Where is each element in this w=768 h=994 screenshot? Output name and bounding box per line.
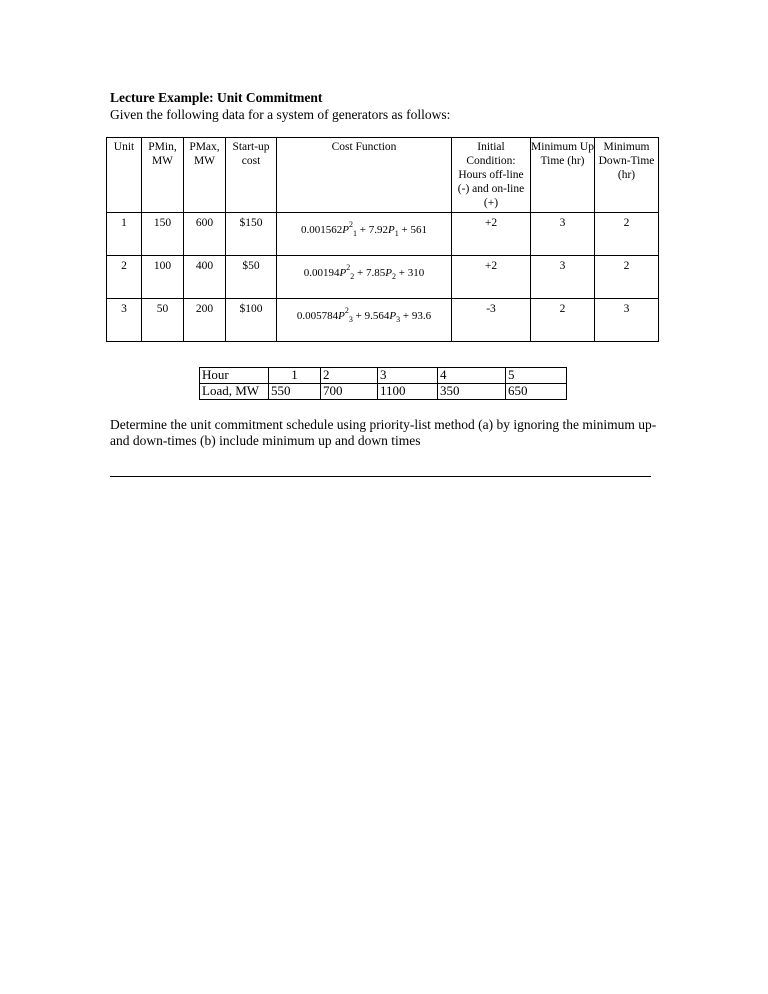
load-row xyxy=(200,384,567,400)
header-min-up-time: Minimum Up Time (hr) xyxy=(531,138,595,213)
table-row xyxy=(107,299,659,342)
cell-unit: 1 xyxy=(107,213,142,256)
cell-startup-cost: $150 xyxy=(226,213,277,256)
header-startup-cost: Start-up cost xyxy=(226,138,277,213)
table-row xyxy=(107,256,659,299)
cell-startup-cost: $50 xyxy=(226,256,277,299)
cell-cost-function xyxy=(277,213,452,256)
cell-startup-cost: $100 xyxy=(226,299,277,342)
cell-min-up-time: 3 xyxy=(531,256,595,299)
header-pmin: PMin, MW xyxy=(142,138,184,213)
cell-initial-condition: -3 xyxy=(452,299,531,342)
divider-line xyxy=(110,476,651,477)
cost-formula: $0.005784P^2_3 + 9.564P_3 + 93.6$ xyxy=(296,306,432,324)
page-title: Lecture Example: Unit Commitment xyxy=(110,90,323,105)
header-unit: Unit xyxy=(107,138,142,213)
hour-cell: 5 xyxy=(506,368,567,384)
cost-formula: $0.00194P^2_2 + 7.85P_2 + 310$ xyxy=(303,263,425,281)
hour-cell: 2 xyxy=(321,368,378,384)
cell-cost-function xyxy=(277,299,452,342)
hour-row xyxy=(200,368,567,384)
cell-pmin: 50 xyxy=(142,299,184,342)
cell-min-up-time: 3 xyxy=(531,213,595,256)
question-text: Determine the unit commitment schedule using priority-list method (a) by ignoring the minimum up- and down-times (b) include minimum up and down times xyxy=(110,417,657,448)
cell-initial-condition: +2 xyxy=(452,213,531,256)
header-pmax: PMax, MW xyxy=(184,138,226,213)
load-cell: 350 xyxy=(438,384,506,400)
hour-cell: 3 xyxy=(378,368,438,384)
load-cell: 550 xyxy=(269,384,321,400)
load-cell: 650 xyxy=(506,384,567,400)
load-label: Load, MW xyxy=(200,384,269,400)
unit-data-table xyxy=(106,137,659,342)
cell-unit: 2 xyxy=(107,256,142,299)
hour-cell: 4 xyxy=(438,368,506,384)
header-min-down-time: Minimum Down-Time (hr) xyxy=(595,138,659,213)
cell-unit: 3 xyxy=(107,299,142,342)
cost-formula: $0.001562P^2_1 + 7.92P_1 + 561$ xyxy=(301,220,427,238)
table-row xyxy=(107,213,659,256)
load-table xyxy=(199,367,567,400)
hour-label: Hour xyxy=(200,368,269,384)
cell-initial-condition: +2 xyxy=(452,256,531,299)
hour-cell: 1 xyxy=(269,368,321,384)
load-cell: 700 xyxy=(321,384,378,400)
load-cell: 1100 xyxy=(378,384,438,400)
cell-pmax: 400 xyxy=(184,256,226,299)
cell-min-down-time: 3 xyxy=(595,299,659,342)
cell-min-down-time: 2 xyxy=(595,213,659,256)
cell-pmin: 150 xyxy=(142,213,184,256)
cell-min-up-time: 2 xyxy=(531,299,595,342)
cell-pmax: 600 xyxy=(184,213,226,256)
cell-cost-function xyxy=(277,256,452,299)
cell-pmax: 200 xyxy=(184,299,226,342)
header-cost-function: Cost Function xyxy=(277,138,452,213)
cell-min-down-time: 2 xyxy=(595,256,659,299)
table-header-row xyxy=(107,138,659,213)
cell-pmin: 100 xyxy=(142,256,184,299)
header-initial-condition: Initial Condition: Hours off-line (-) and on-line (+) xyxy=(452,138,531,213)
intro-text: Given the following data for a system of generators as follows: xyxy=(110,107,451,122)
